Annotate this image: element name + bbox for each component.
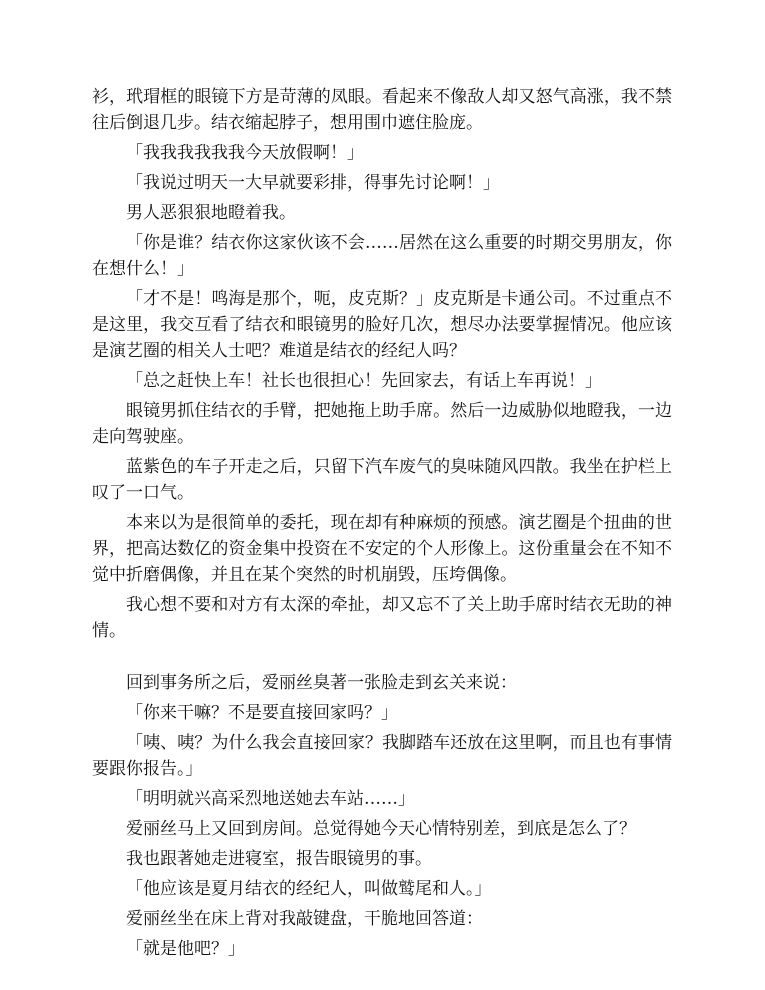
- paragraph: 衫，玳瑁框的眼镜下方是苛薄的凤眼。看起来不像敌人却又怒气高涨，我不禁往后倒退几步。结衣缩起脖子，想用围巾遮住脸庞。: [92, 87, 672, 133]
- paragraph: 眼镜男抓住结衣的手臂，把她拖上助手席。然后一边威胁似地瞪我，一边走向驾驶座。: [92, 401, 672, 447]
- paragraph: 「才不是！鸣海是那个，呃，皮克斯？」皮克斯是卡通公司。不过重点不是这里，我交互看了结衣和眼镜男的脸好几次，想尽办法要掌握情况。他应该是演艺圈的相关人士吧？难道是结衣的经纪人吗？: [92, 289, 672, 361]
- paragraph: 「明明就兴高采烈地送她去车站……」: [126, 789, 415, 809]
- paragraph: 「我我我我我我今天放假啊！」: [126, 143, 364, 163]
- paragraph: 「咦、咦？为什么我会直接回家？我脚踏车还放在这里啊，而且也有事情要跟你报告。」: [92, 733, 672, 779]
- section-2: [92, 670, 672, 962]
- paragraph: 蓝紫色的车子开走之后，只留下汽车废气的臭味随风四散。我坐在护栏上叹了一口气。: [92, 457, 672, 503]
- section-1: [92, 84, 672, 644]
- paragraph: 「总之赶快上车！社长也很担心！先回家去，有话上车再说！」: [126, 371, 602, 391]
- paragraph: 男人恶狠狠地瞪着我。: [126, 203, 296, 223]
- body-text: [92, 84, 672, 966]
- paragraph: 我也跟著她走进寝室，报告眼镜男的事。: [126, 849, 432, 869]
- paragraph: 「他应该是夏月结衣的经纪人，叫做鹫尾和人。」: [126, 879, 492, 899]
- paragraph: 「你来干嘛？不是要直接回家吗？」: [126, 703, 398, 723]
- paragraph: 「我说过明天一大早就要彩排，得事先讨论啊！」: [126, 173, 500, 193]
- paragraph: 爱丽丝马上又回到房间。总觉得她今天心情特别差，到底是怎么了？: [126, 819, 636, 839]
- paragraph: 爱丽丝坐在床上背对我敲键盘，干脆地回答道：: [126, 909, 483, 929]
- section-break: [92, 648, 672, 670]
- paragraph: 「就是他吧？」: [126, 939, 245, 959]
- paragraph: 「你是谁？结衣你这家伙该不会……居然在这么重要的时期交男朋友，你在想什么！」: [92, 233, 672, 279]
- paragraph: 本来以为是很简单的委托，现在却有种麻烦的预感。演艺圈是个扭曲的世界，把高达数亿的资金集中投资在不安定的个人形像上。这份重量会在不知不觉中折磨偶像，并且在某个突然的时机崩毁，压垮偶像。: [92, 513, 672, 585]
- paragraph: 回到事务所之后，爱丽丝臭著一张脸走到玄关来说：: [126, 673, 517, 693]
- paragraph: 我心想不要和对方有太深的牵扯，却又忘不了关上助手席时结衣无助的神情。: [92, 595, 672, 641]
